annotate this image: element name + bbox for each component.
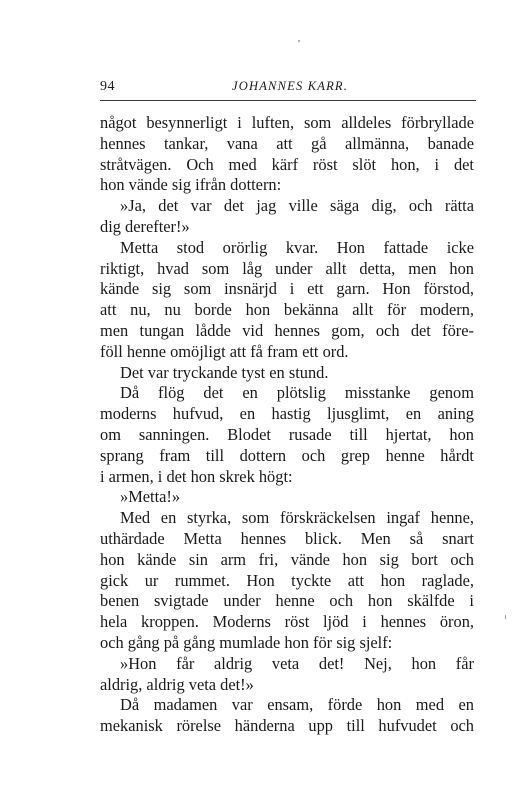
- header-rule: [100, 100, 476, 101]
- text-line: Då madamen var ensam, förde hon med en: [120, 695, 474, 715]
- text-line: hennes tankar, vana att gå allmänna, banade: [100, 133, 474, 153]
- text-line: »Metta!»: [120, 487, 181, 507]
- text-line: »Ja, det var det jag ville säga dig, och rätta: [120, 196, 474, 216]
- text-line: kände sig som insnärjd i ett garn. Hon förstod,: [100, 279, 474, 299]
- text-line: Då flög det en plötslig misstanke genom: [120, 383, 474, 403]
- text-line: dig derefter!»: [100, 216, 190, 236]
- running-head: [100, 79, 476, 99]
- text-line: gick ur rummet. Hon tyckte att hon raglade,: [100, 570, 474, 590]
- text-line: och gång på gång mumlade hon för sig sjelf:: [100, 632, 393, 652]
- text-line: hon vände sig ifrån dottern:: [100, 175, 282, 195]
- page-number: 94: [100, 79, 115, 94]
- text-line: aldrig, aldrig veta det!»: [100, 674, 254, 694]
- text-line: benen svigtade under henne och hon skälfde i: [100, 591, 474, 611]
- text-line: men tungan lådde vid hennes gom, och det före-: [100, 320, 474, 340]
- paper-speck: [298, 40, 300, 42]
- text-line: Det var tryckande tyst en stund.: [120, 362, 329, 382]
- text-line: Metta stod orörlig kvar. Hon fattade icke: [120, 237, 474, 257]
- text-line: hela kroppen. Moderns röst ljöd i hennes öron,: [100, 612, 474, 632]
- text-line: att nu, nu borde hon bekänna allt för modern,: [100, 300, 474, 320]
- text-line: föll henne omöjligt att få fram ett ord.: [100, 341, 349, 361]
- text-line: moderns hufvud, en hastig ljusglimt, en aning: [100, 404, 474, 424]
- text-line: i armen, i det hon skrek högt:: [100, 466, 293, 486]
- text-line: hon kände sin arm fri, vände hon sig bort och: [100, 549, 474, 569]
- paper-speck: [505, 615, 506, 619]
- text-line: Med en styrka, som förskräckelsen ingaf henne,: [120, 508, 474, 528]
- text-line: stråtvägen. Och med kärf röst slöt hon, i det: [100, 154, 474, 174]
- text-line: riktigt, hvad som låg under allt detta, men hon: [100, 258, 474, 278]
- text-line: om sanningen. Blodet rusade till hjertat, hon: [100, 424, 474, 444]
- text-line: uthärdade Metta hennes blick. Men så snart: [100, 528, 474, 548]
- running-title: JOHANNES KARR.: [232, 79, 349, 93]
- text-line: något besynnerligt i luften, som alldeles förbryllade: [100, 113, 474, 132]
- body-text: [100, 113, 474, 737]
- text-line: mekanisk rörelse händerna upp till hufvudet och: [100, 716, 474, 736]
- text-line: sprang fram till dottern och grep henne hårdt: [100, 445, 474, 465]
- text-line: »Hon får aldrig veta det! Nej, hon får: [120, 653, 474, 673]
